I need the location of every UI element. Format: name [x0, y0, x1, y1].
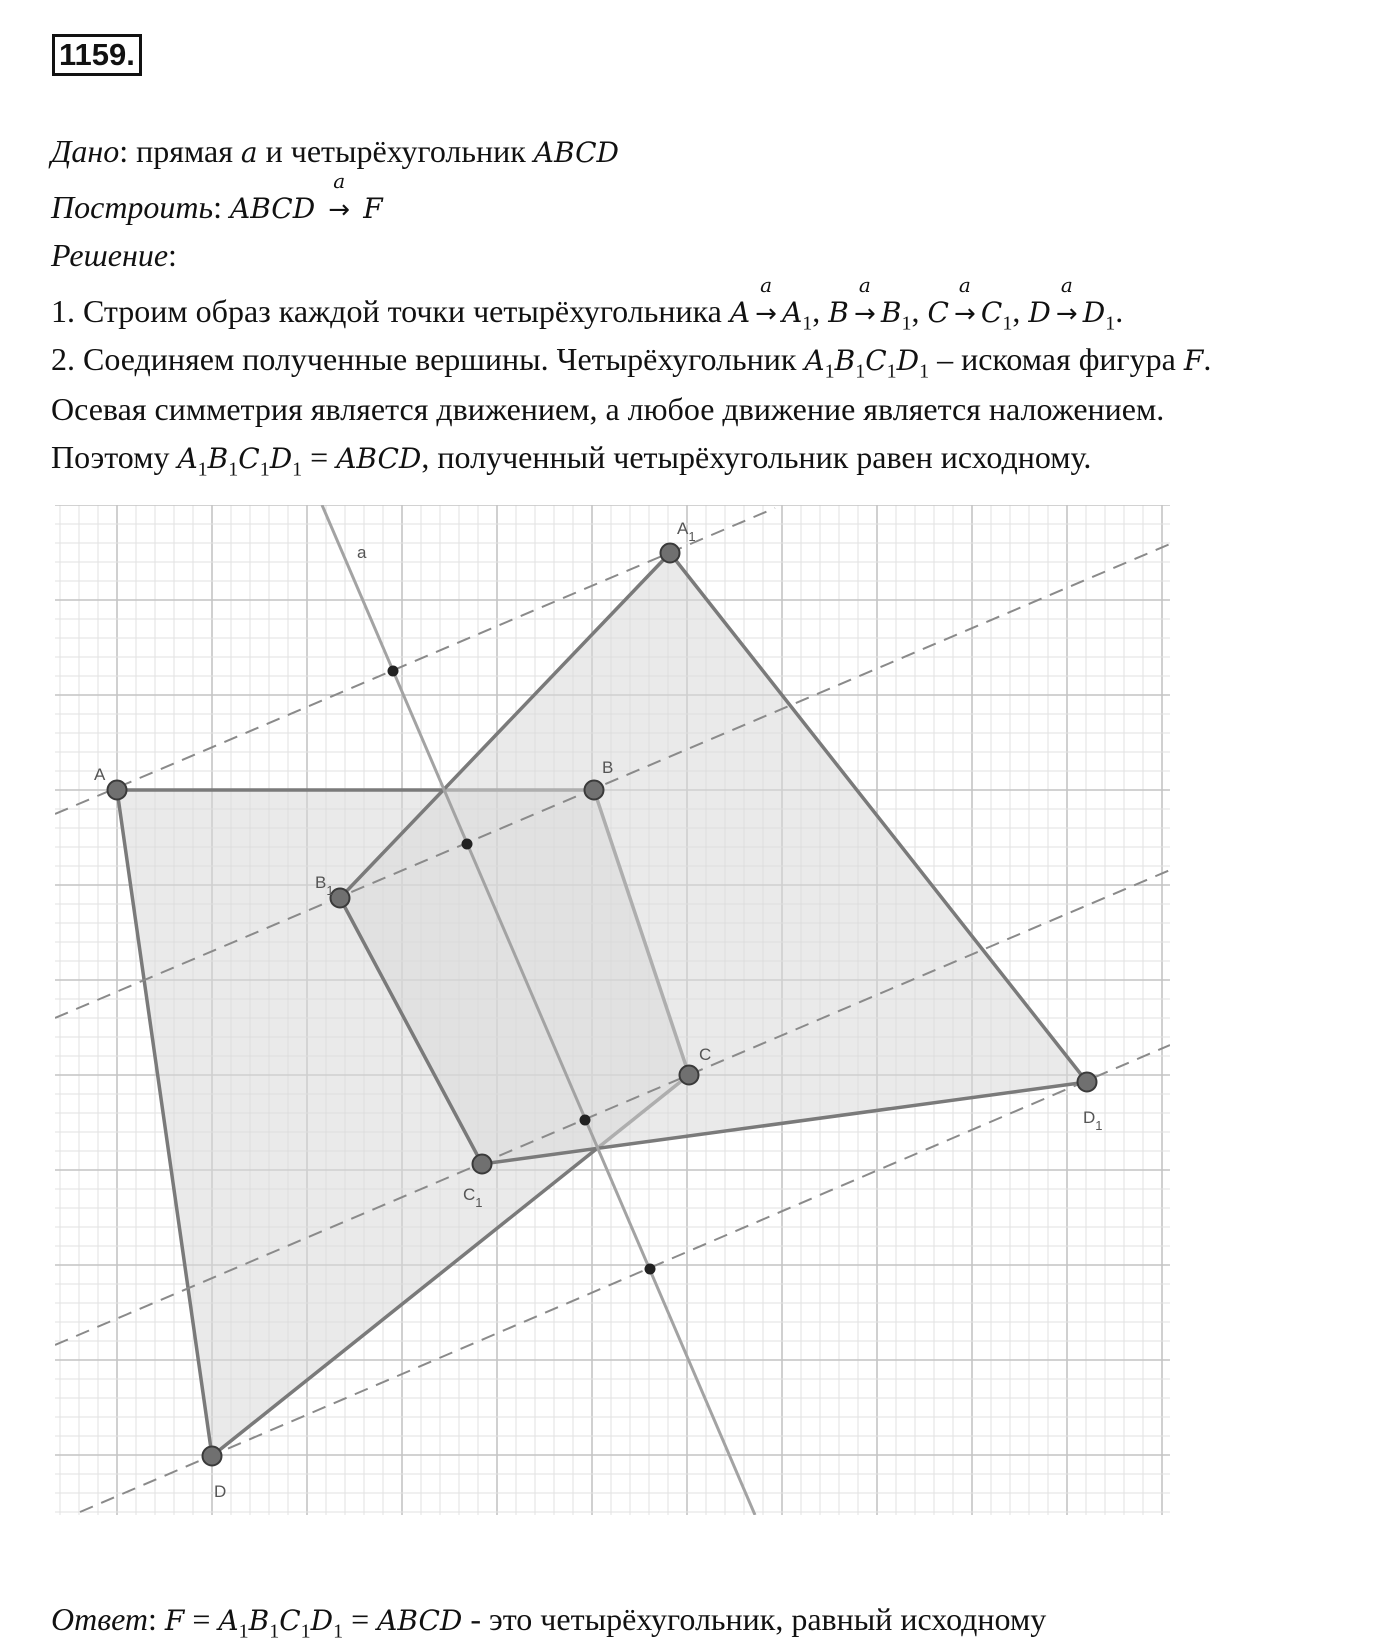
label-c1: $C_1$ — [463, 1185, 483, 1210]
point-d — [203, 1447, 222, 1466]
given-line: Дано: прямая a и четырёхугольник ABCD — [51, 133, 619, 169]
therefore-line: Поэтому $A_1B_1C_1D_1$ = ABCD, полученный четырёхугольник равен исходному. — [51, 439, 1092, 481]
midpoint-b-b1 — [462, 839, 473, 850]
midpoint-c-c1 — [580, 1115, 591, 1126]
label-a: A — [94, 765, 106, 784]
label-d1: $D_1$ — [1083, 1108, 1103, 1133]
point-c — [680, 1066, 699, 1085]
label-c: C — [699, 1045, 712, 1064]
label-b1: $B_1$ — [315, 873, 334, 898]
midpoint-a-a1 — [388, 666, 399, 677]
solution-label: Решение: — [51, 237, 177, 273]
label-a1: $A_1$ — [677, 519, 696, 544]
midpoint-d-d1 — [645, 1264, 656, 1275]
conclusion-line: Осевая симметрия является движением, а любое движение является наложением. — [51, 391, 1165, 427]
step-2: 2. Соединяем полученные вершины. Четырёхугольник $A_1B_1C_1D_1$ – искомая фигура F. — [51, 341, 1212, 383]
axis-label: a — [357, 543, 367, 562]
label-d: D — [214, 1482, 227, 1501]
label-b: B — [602, 758, 614, 777]
point-c1 — [473, 1155, 492, 1174]
problem-number: 1159. — [52, 34, 142, 76]
point-d1 — [1078, 1073, 1097, 1092]
construct-line: Построить: ABCD a → F — [51, 169, 383, 225]
point-a — [108, 781, 127, 800]
point-b — [585, 781, 604, 800]
answer-line: Ответ: $F = A_1B_1C_1D_1$ = ABCD - это четырёхугольник, равный исходному — [51, 1601, 1047, 1643]
quadrilateral-a1b1c1d1 — [340, 553, 1087, 1164]
point-a1 — [661, 544, 680, 563]
step-1: 1. Строим образ каждой точки четырёхугольника A a → $A_1$, B a → $B_1$, C a → $C_1$, D a → $D_1$. — [51, 273, 1124, 335]
